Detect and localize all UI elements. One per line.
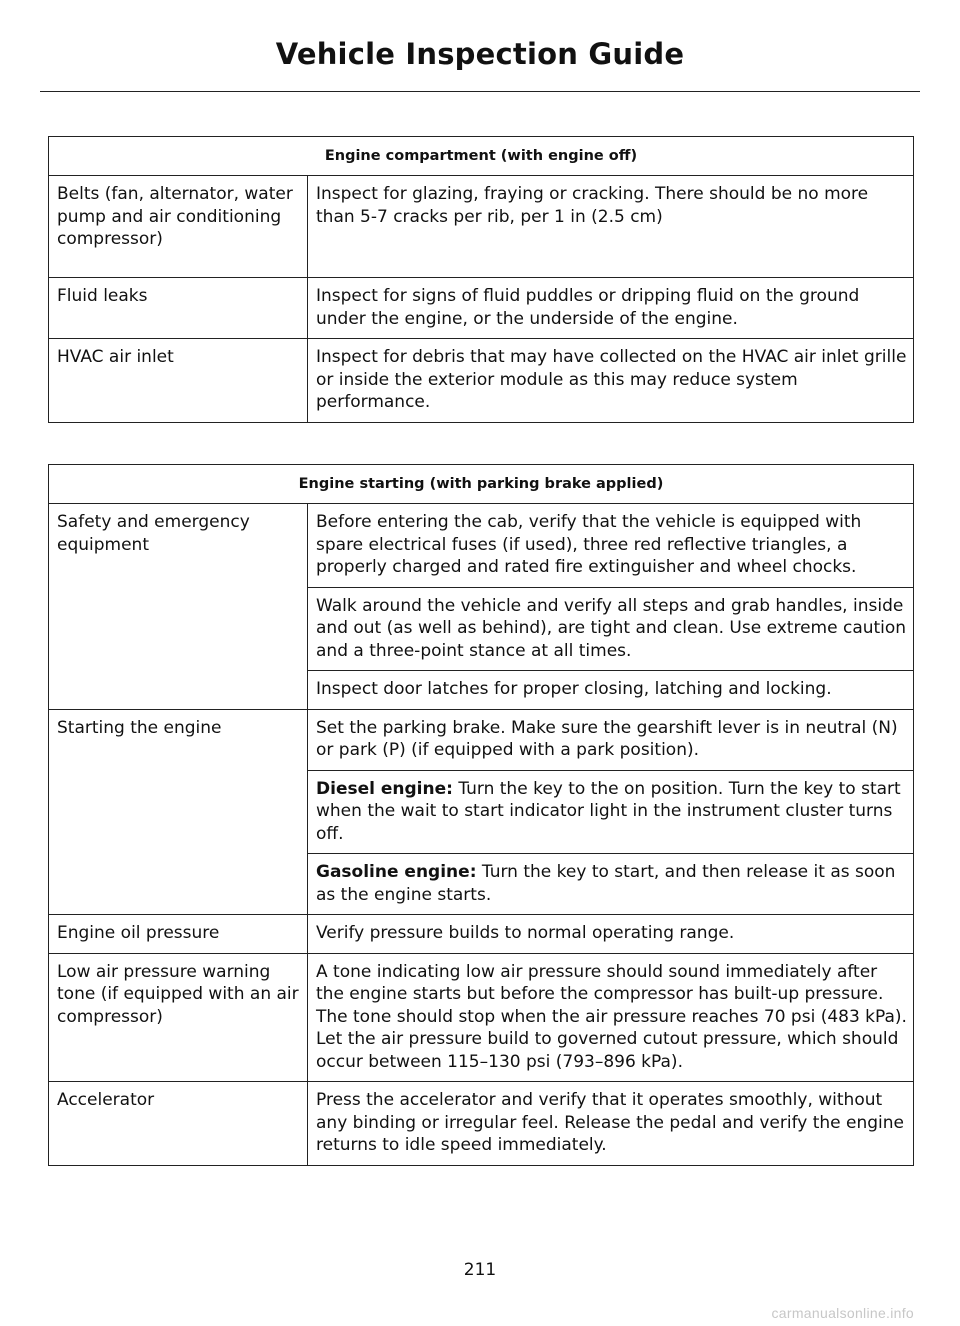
gasoline-label: Gasoline engine: [316,862,477,882]
table-row [49,709,914,770]
row-item-oil-pressure: Engine oil pressure [49,915,308,954]
page-number: 211 [463,1260,497,1280]
row-item-starting: Starting the engine [49,709,308,915]
row-item-fluid-leaks: Fluid leaks [49,278,308,339]
table-heading-row [49,465,914,504]
header-divider [40,91,920,92]
row-desc-safety-2: Walk around the vehicle and verify all steps and grab handles, inside and out (as well as behind), are tight and clean. Use extreme caution and a three-point stance at all times. [308,587,914,671]
engine-compartment-table [48,136,914,423]
row-desc-air-warning: A tone indicating low air pressure should sound immediately after the engine starts but before the compressor has built-up pressure. The tone should stop when the air pressure reaches 70 psi (483 kPa). Let the air pressure build to governed cutout pressure, which should occur between 115–130 psi (793–896 kPa). [308,953,914,1082]
row-desc-safety-1: Before entering the cab, verify that the vehicle is equipped with spare electrical fuses (if used), three red reflective triangles, a properly charged and rated fire extinguisher and wheel chocks. [308,504,914,588]
row-item-belts: Belts (fan, alternator, water pump and air conditioning compressor) [49,176,308,278]
gasoline-text: Turn the key to start, and then release it as soon as the engine starts. [316,862,896,905]
table-row [49,339,914,423]
page-title: Vehicle Inspection Guide [275,37,685,71]
row-desc-diesel [308,770,914,854]
table-row [49,1082,914,1166]
row-desc-accelerator: Press the accelerator and verify that it operates smoothly, without any binding or irregular feel. Release the pedal and verify the engine returns to idle speed immediately. [308,1082,914,1166]
row-item-safety: Safety and emergency equipment [49,504,308,710]
table-row [49,176,914,278]
table-row [49,953,914,1082]
row-item-air-warning: Low air pressure warning tone (if equipped with an air compressor) [49,953,308,1082]
row-desc-gasoline [308,854,914,915]
diesel-label: Diesel engine: [316,778,453,799]
table-row [49,278,914,339]
row-desc-starting-1: Set the parking brake. Make sure the gearshift lever is in neutral (N) or park (P) (if equipped with a park position). [308,709,914,770]
diesel-text: Turn the key to the on position. Turn the key to start when the wait to start indicator light in the instrument cluster turns off. [316,778,901,844]
engine-starting-table [48,464,914,1166]
watermark: carmanualsonline.info [771,1305,914,1321]
row-desc-belts: Inspect for glazing, fraying or cracking. There should be no more than 5-7 cracks per rib, per 1 in (2.5 cm) [308,176,914,278]
row-item-hvac: HVAC air inlet [49,339,308,423]
row-desc-oil-pressure: Verify pressure builds to normal operating range. [308,915,914,954]
page-header [40,36,920,74]
table-row [49,504,914,588]
engine-compartment-heading: Engine compartment (with engine off) [49,137,914,176]
row-item-accelerator: Accelerator [49,1082,308,1166]
row-desc-hvac: Inspect for debris that may have collected on the HVAC air inlet grille or inside the exterior module as this may reduce system performance. [308,339,914,423]
table-row [49,915,914,954]
row-desc-fluid-leaks: Inspect for signs of fluid puddles or dripping fluid on the ground under the engine, or the underside of the engine. [308,278,914,339]
table-heading-row [49,137,914,176]
engine-starting-heading: Engine starting (with parking brake applied) [49,465,914,504]
row-desc-safety-3: Inspect door latches for proper closing, latching and locking. [308,671,914,710]
